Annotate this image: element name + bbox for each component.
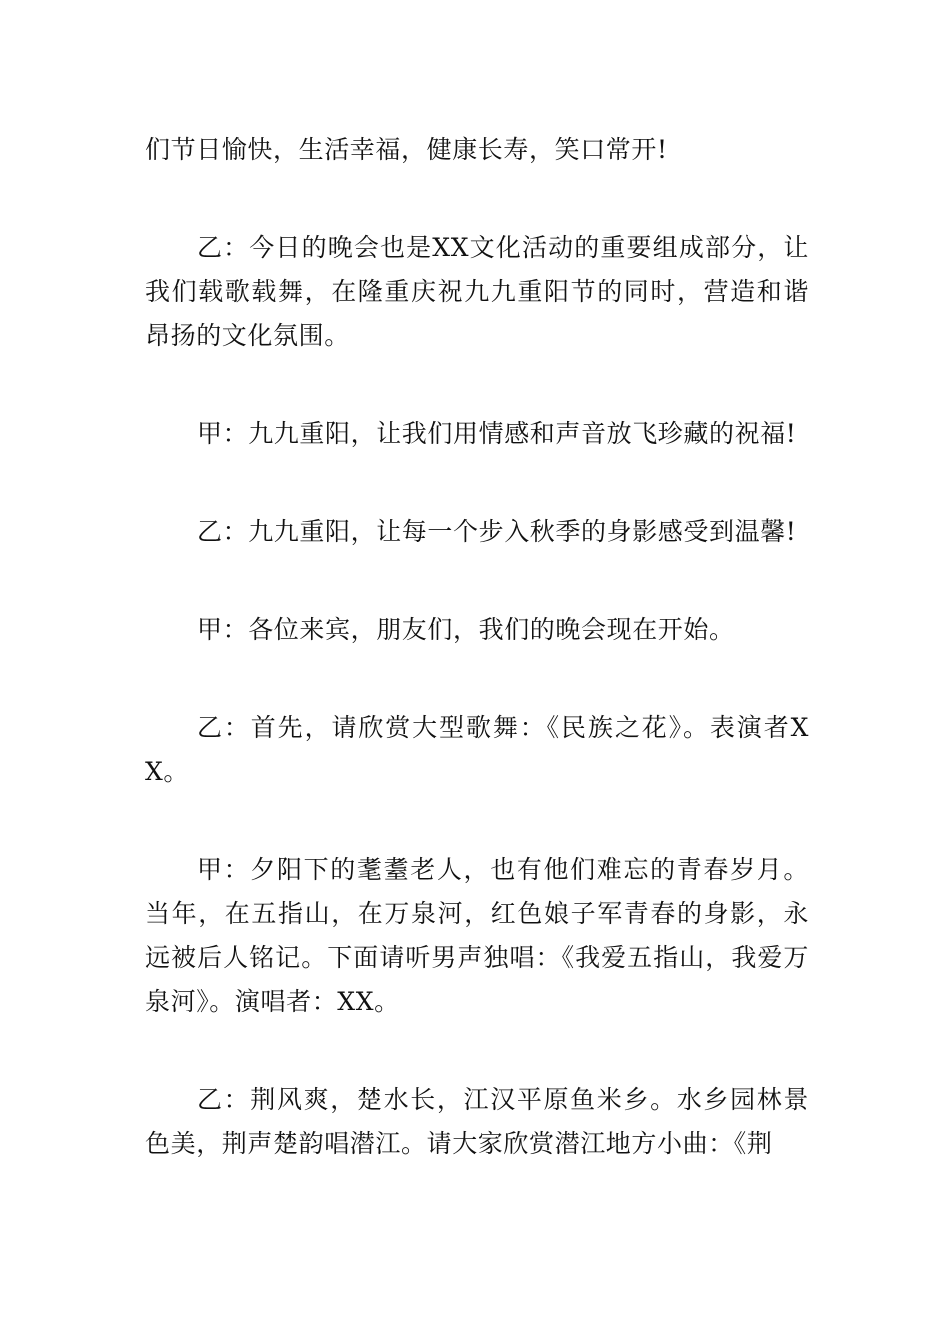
paragraph-6: 乙：首先，请欣赏大型歌舞：《民族之花》。表演者XX。 [145, 713, 809, 786]
paragraph-gap [145, 652, 809, 706]
paragraph-gap [145, 794, 809, 848]
paragraph-gap [145, 456, 809, 510]
document-body [145, 128, 809, 1166]
paragraph-7: 甲：夕阳下的耄耋老人，也有他们难忘的青春岁月。当年，在五指山，在万泉河，红色娘子军青春的身影，永远被后人铭记。下面请听男声独唱：《我爱五指山，我爱万泉河》。演唱者：XX。 [145, 855, 809, 1016]
paragraph-5: 甲：各位来宾，朋友们，我们的晚会现在开始。 [197, 615, 735, 644]
paragraph-3: 甲：九九重阳，让我们用情感和声音放飞珍藏的祝福! [197, 419, 797, 448]
paragraph-gap [145, 172, 809, 226]
paragraph-8: 乙：荆风爽，楚水长，江汉平原鱼米乡。水乡园林景色美，荆声楚韵唱潜江。请大家欣赏潜江地方小曲：《荆 [145, 1085, 809, 1158]
paragraph-gap [145, 554, 809, 608]
paragraph-1: 们节日愉快，生活幸福，健康长寿，笑口常开! [145, 135, 668, 164]
paragraph-gap [145, 358, 809, 412]
paragraph-2: 乙：今日的晚会也是XX文化活动的重要组成部分，让我们载歌载舞，在隆重庆祝九九重阳节的同时，营造和谐昂扬的文化氛围。 [145, 233, 809, 350]
paragraph-4: 乙：九九重阳，让每一个步入秋季的身影感受到温馨! [197, 517, 797, 546]
paragraph-gap [145, 1024, 809, 1078]
